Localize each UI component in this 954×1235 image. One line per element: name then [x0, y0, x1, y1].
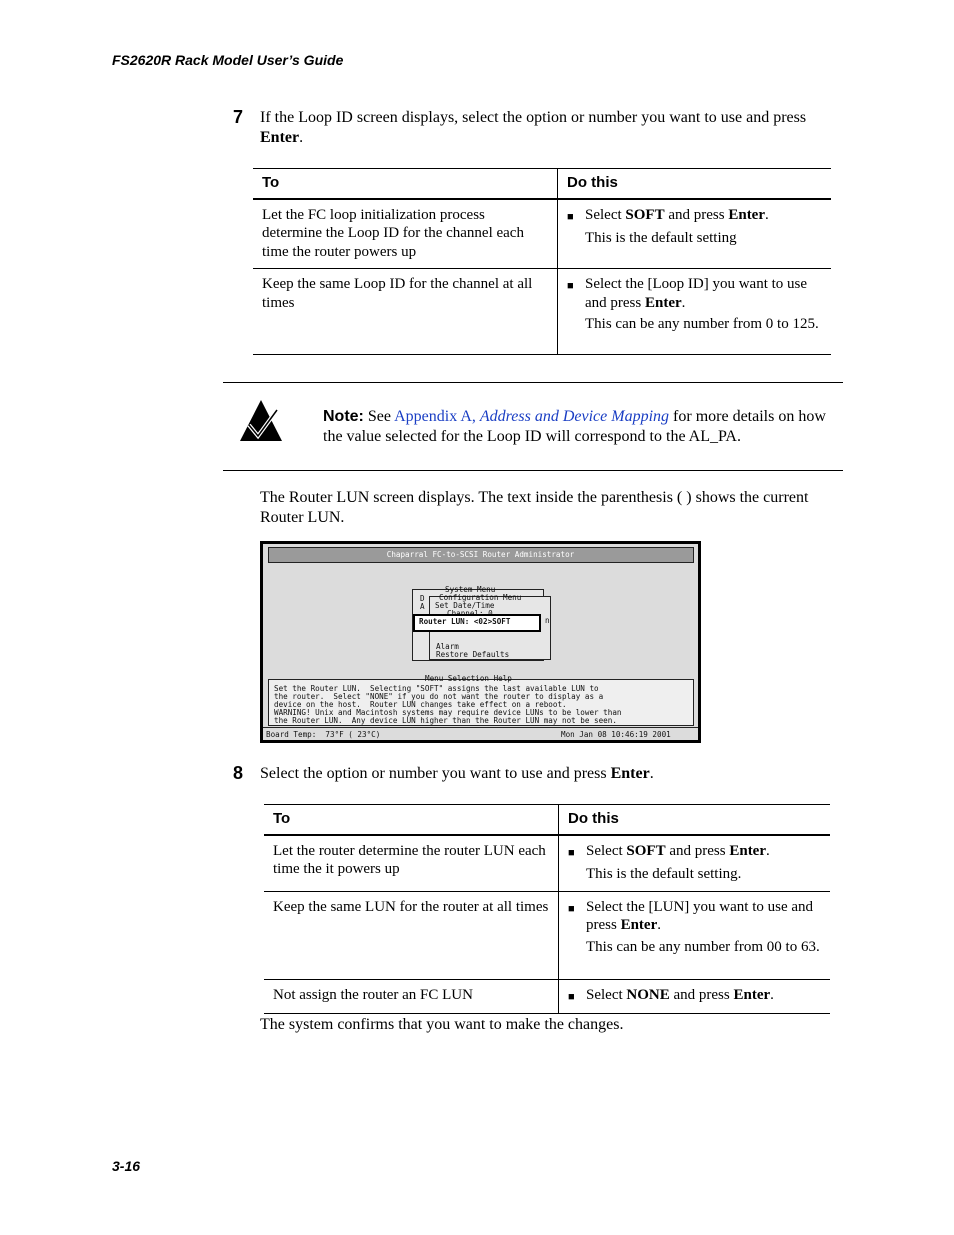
note-top-rule: [223, 382, 843, 383]
board-temp-status: Board Temp: 73°F ( 23°C): [266, 730, 381, 739]
col-do-header: Do this: [558, 169, 832, 199]
help-line: Set the Router LUN. Selecting "SOFT" assigns the last available LUN to: [274, 684, 599, 693]
help-title: Menu Selection Help: [425, 674, 512, 683]
step-number-8: 8: [233, 763, 244, 783]
router-lun-item[interactable]: Router LUN: <02>SOFT: [419, 617, 511, 626]
side-letter-a: A: [420, 602, 425, 611]
step-7-enter: Enter: [260, 129, 300, 146]
row-note: This is the default setting.: [586, 866, 742, 882]
note-text: Note: See Appendix A, Address and Device Mapping for more details on how the value selected for the Loop ID will correspond to the AL_PA.: [323, 408, 826, 445]
confirm-paragraph: The system confirms that you want to make the changes.: [260, 1016, 624, 1033]
note-checkmark-icon: [239, 398, 283, 442]
appendix-link[interactable]: Appendix A,: [394, 408, 480, 425]
step-number-7: 7: [233, 107, 244, 127]
table-row: [264, 835, 830, 892]
row-to-cell: Let the router determine the router LUN each time the it powers up: [264, 835, 559, 892]
row-do-cell: ■ Select the [Loop ID] you want to use and press Enter. This can be any number from 0 to 125.: [558, 269, 832, 355]
bullet-square-icon: ■: [567, 280, 574, 292]
alarm-item[interactable]: Alarm: [436, 642, 459, 651]
bullet-square-icon: ■: [568, 902, 575, 915]
router-lun-paragraph: The Router LUN screen displays. The text inside the parenthesis ( ) shows the current Router LUN.: [260, 489, 809, 526]
help-line: WARNING! Unix and Macintosh systems may require device LUNs to be lower than: [274, 708, 622, 717]
loop-id-table: [253, 168, 831, 355]
config-menu-title: Configuration Menu: [439, 593, 522, 602]
table-header-row: [264, 805, 830, 835]
step-7-text: [260, 108, 845, 148]
appendix-link-title[interactable]: Address and Device Mapping: [479, 408, 670, 425]
step-8-text-main: Select the option or number you want to use and press: [260, 765, 611, 782]
row-do-cell: ■ Select SOFT and press Enter. This is the default setting: [558, 199, 832, 269]
step-7-period: .: [299, 129, 304, 146]
table-row: [264, 891, 830, 979]
table-header-row: [253, 169, 831, 199]
table-row: [253, 199, 831, 269]
row-to-cell: Let the FC loop initialization process determine the Loop ID for the channel each time the router powers up: [253, 199, 558, 269]
step-8-period: .: [649, 765, 654, 782]
step-8-text: [260, 764, 840, 784]
row-to-cell: Keep the same LUN for the router at all times: [264, 891, 559, 979]
terminal-title: Chaparral FC-to-SCSI Router Administrator: [386, 550, 575, 559]
help-line: the router. Select "NONE" if you do not want the router to display as a: [274, 692, 604, 701]
set-date-item[interactable]: Set Date/Time: [435, 601, 495, 610]
row-note: This can be any number from 0 to 125.: [585, 316, 819, 332]
col-do-header: Do this: [559, 805, 831, 835]
table-row: [264, 979, 830, 1014]
row-do-cell: ■ Select the [LUN] you want to use and press Enter. This can be any number from 00 to 63.: [559, 891, 831, 979]
help-line: device on the host. Router LUN changes take effect on a reboot.: [274, 700, 567, 709]
step-8-enter: Enter: [610, 765, 650, 782]
restore-defaults-item[interactable]: Restore Defaults: [436, 650, 510, 659]
router-admin-screenshot: [260, 541, 701, 743]
row-note: This is the default setting: [585, 230, 737, 246]
bullet-square-icon: ■: [567, 210, 574, 223]
running-header: FS2620R Rack Model User’s Guide: [112, 52, 344, 68]
bullet-square-icon: ■: [568, 990, 575, 1003]
note-label: Note:: [323, 408, 364, 425]
date-time-status: Mon Jan 08 10:46:19 2001: [561, 730, 671, 739]
help-line: the Router LUN. Any device LUN higher than the Router LUN may not be seen.: [274, 716, 617, 725]
row-to-cell: Not assign the router an FC LUN: [264, 979, 559, 1014]
row-to-cell: Keep the same Loop ID for the channel at all times: [253, 269, 558, 355]
bullet-square-icon: ■: [568, 846, 575, 859]
side-letter-d: D: [420, 594, 425, 603]
row-note: This can be any number from 00 to 63.: [586, 938, 820, 955]
side-letter-n: n: [545, 616, 550, 625]
col-to-header: To: [253, 169, 558, 199]
row-do-cell: ■ Select SOFT and press Enter. This is the default setting.: [559, 835, 831, 892]
note-bottom-rule: [223, 470, 843, 471]
table-row: [253, 269, 831, 355]
router-lun-table: [264, 804, 830, 1014]
col-to-header: To: [264, 805, 559, 835]
step-7-text-main: If the Loop ID screen displays, select the option or number you want to use and press: [260, 109, 807, 126]
page-number: 3-16: [112, 1158, 141, 1174]
row-do-cell: ■ Select NONE and press Enter.: [559, 979, 831, 1014]
system-menu-title: System Menu: [445, 585, 496, 594]
